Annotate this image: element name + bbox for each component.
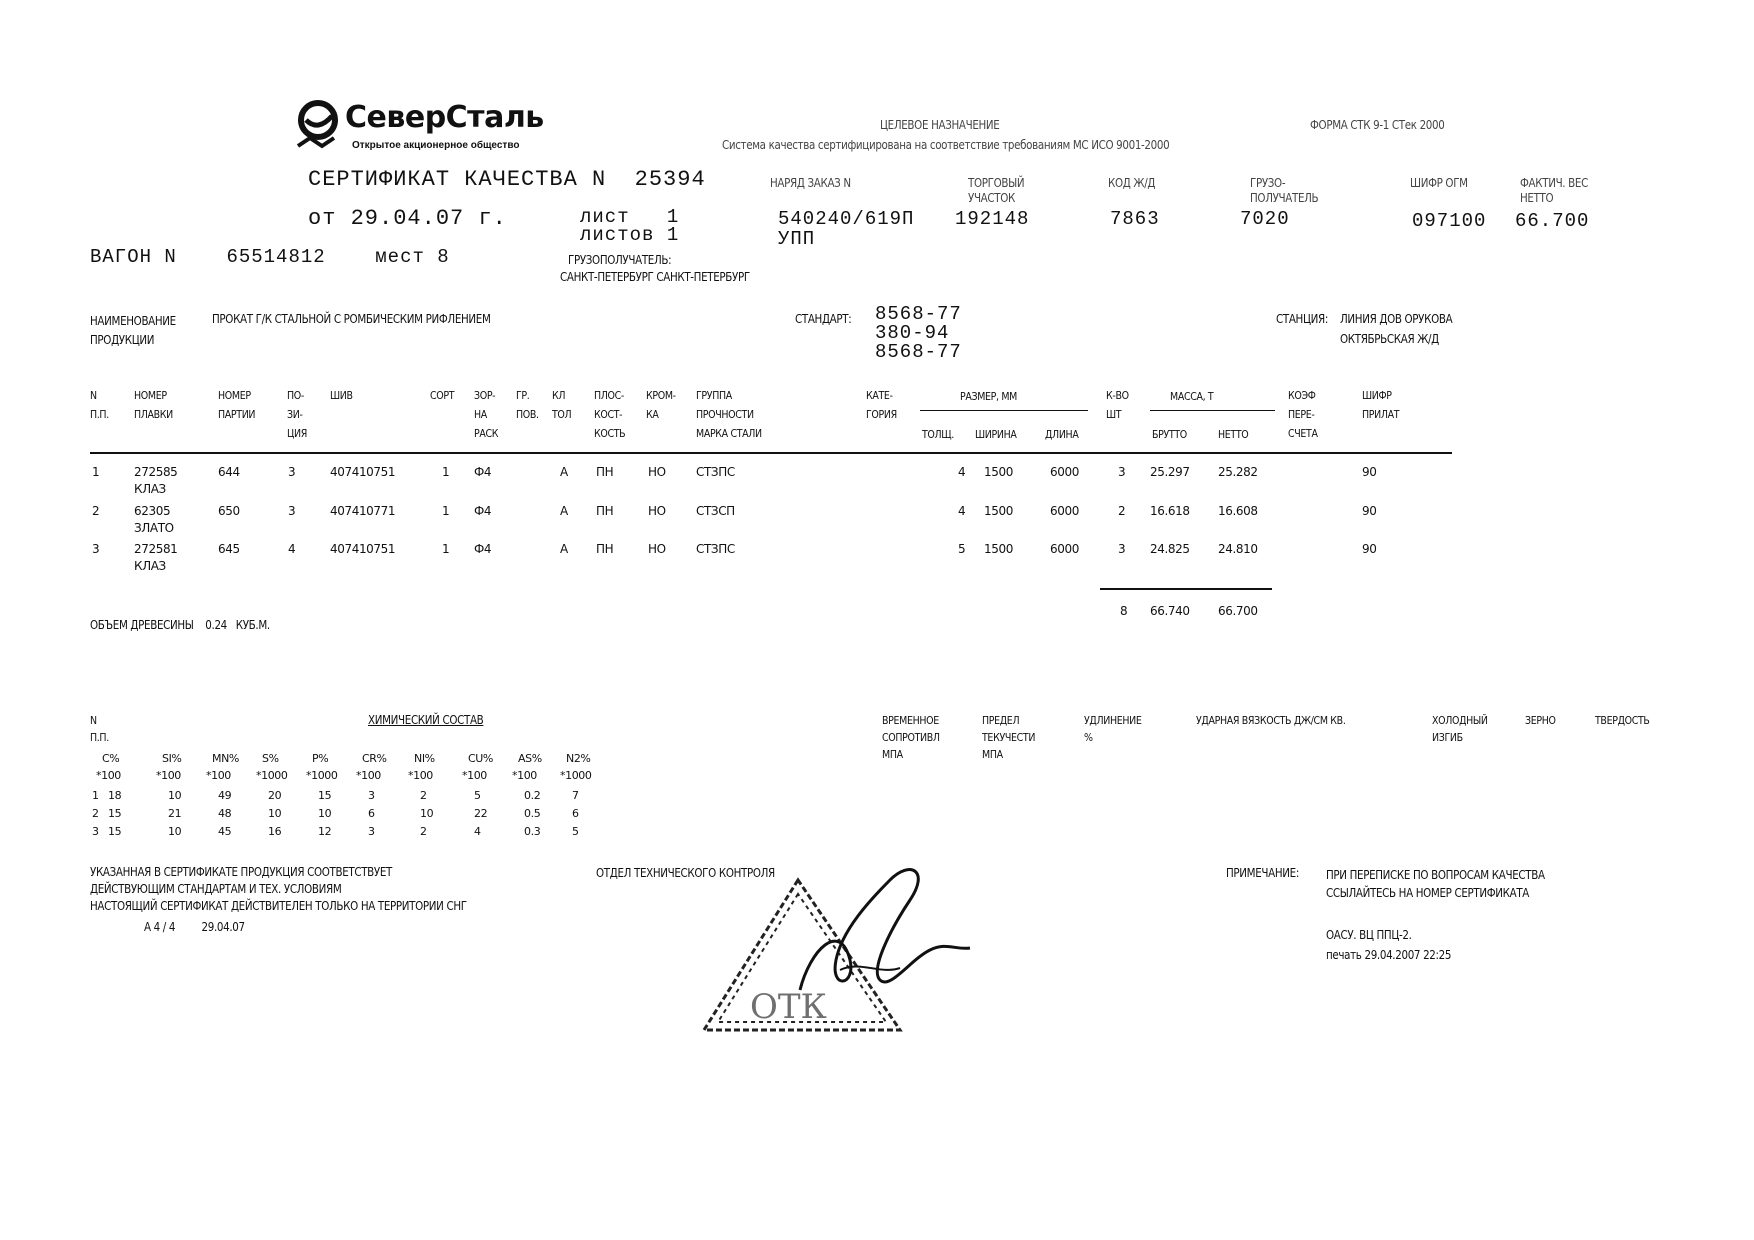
- cell-partiya: 644: [218, 465, 240, 479]
- cell-shifr: 90: [1362, 465, 1377, 479]
- mech-zerno: ЗЕРНО: [1525, 714, 1556, 727]
- chem-element: MN%: [212, 752, 239, 765]
- wood-volume: ОБЪЕМ ДРЕВЕСИНЫ 0.24 КУБ.М.: [90, 618, 270, 632]
- cell-shiv: 407410751: [330, 465, 396, 479]
- th-netto: НЕТТО: [1218, 428, 1249, 441]
- cell-shifr: 90: [1362, 542, 1377, 556]
- cell-tol: 4: [958, 504, 966, 518]
- product-label: НАИМЕНОВАНИЕ ПРОДУКЦИИ: [90, 314, 176, 347]
- chem-value: 0.2: [524, 789, 541, 802]
- cell-krom: НО: [648, 542, 666, 556]
- rail-value: 7863: [1110, 208, 1160, 230]
- chem-value: 7: [572, 789, 579, 802]
- cell-kvo: 3: [1118, 542, 1126, 556]
- th-razmer: РАЗМЕР, ММ: [960, 390, 1017, 403]
- chem-value: 6: [572, 807, 579, 820]
- cell-shir: 1500: [984, 542, 1013, 556]
- contract-value-2: УПП: [778, 228, 816, 250]
- th-kl: КЛ ТОЛ: [552, 389, 572, 421]
- rail-label: КОД Ж/Д: [1108, 176, 1156, 190]
- cell-steel: СТЗСП: [696, 504, 735, 518]
- cell-brutto: 25.297: [1150, 465, 1190, 479]
- header-qms: Система качества сертифицирована на соответствие требованиям МС ИСО 9001-2000: [722, 138, 1170, 152]
- cell-dl: 6000: [1050, 542, 1079, 556]
- cell-shiv: 407410751: [330, 542, 396, 556]
- chem-value: 0.3: [524, 825, 541, 838]
- station-label: СТАНЦИЯ:: [1276, 312, 1328, 326]
- cell-sort: 1: [442, 465, 450, 479]
- product-value: ПРОКАТ Г/К СТАЛЬНОЙ С РОМБИЧЕСКИМ РИФЛЕНИЕМ: [212, 312, 491, 326]
- th-plavka: НОМЕР ПЛАВКИ: [134, 389, 173, 421]
- cell-steel: СТЗПС: [696, 542, 735, 556]
- mech-vrem: ВРЕМЕННОЕ СОПРОТИВЛ МПА: [882, 714, 940, 761]
- footer-code: А 4 / 4 29.04.07: [144, 920, 245, 934]
- th-tol: ТОЛЩ.: [922, 428, 954, 441]
- cell-zona: Ф4: [474, 542, 492, 556]
- cell-netto: 25.282: [1218, 465, 1258, 479]
- total-kvo: 8: [1120, 604, 1128, 618]
- chem-element: С%: [102, 752, 120, 765]
- chem-value: 2: [420, 789, 427, 802]
- stamp-text: ОТК: [750, 987, 827, 1027]
- mech-udar: УДАРНАЯ ВЯЗКОСТЬ ДЖ/СМ КВ.: [1196, 714, 1346, 727]
- cell-shifr: 90: [1362, 504, 1377, 518]
- th-krom: КРОМ- КА: [646, 389, 676, 421]
- mech-izgib: ХОЛОДНЫЙ ИЗГИБ: [1432, 714, 1488, 744]
- trade-value: 192148: [955, 208, 1030, 230]
- chem-row-number: 3: [92, 825, 99, 838]
- chem-value: 15: [108, 807, 122, 820]
- header-purpose: ЦЕЛЕВОЕ НАЗНАЧЕНИЕ: [880, 118, 1000, 132]
- chem-value: 21: [168, 807, 182, 820]
- chem-value: 10: [420, 807, 434, 820]
- cell-netto: 24.810: [1218, 542, 1258, 556]
- chem-row-number: 2: [92, 807, 99, 820]
- chem-element: AS%: [518, 752, 542, 765]
- chem-value: 10: [168, 789, 182, 802]
- th-zona: ЗОР- НА РАСК: [474, 389, 499, 440]
- logo-name: СеверСталь: [345, 100, 544, 135]
- mass-value: 66.700: [1515, 210, 1590, 232]
- standard-values: 8568-77 380-94 8568-77: [875, 303, 962, 363]
- chem-value: 5: [474, 789, 481, 802]
- chem-value: 45: [218, 825, 232, 838]
- consignee-value: САНКТ-ПЕТЕРБУРГ САНКТ-ПЕТЕРБУРГ: [560, 270, 750, 284]
- chem-value: 3: [368, 789, 375, 802]
- cell-n: 3: [92, 542, 100, 556]
- total-netto: 66.700: [1218, 604, 1258, 618]
- chem-value: 6: [368, 807, 375, 820]
- th-sort: СОРТ: [430, 389, 455, 402]
- cell-zona: Ф4: [474, 504, 492, 518]
- chem-value: 49: [218, 789, 232, 802]
- cell-shir: 1500: [984, 504, 1013, 518]
- cell-zona: Ф4: [474, 465, 492, 479]
- cell-plavka-origin: КЛАЗ: [134, 559, 166, 573]
- chem-value: 12: [318, 825, 332, 838]
- cell-partiya: 650: [218, 504, 240, 518]
- standard-label: СТАНДАРТ:: [795, 312, 852, 326]
- cell-shir: 1500: [984, 465, 1013, 479]
- cell-tol: 5: [958, 542, 966, 556]
- compliance-text: УКАЗАННАЯ В СЕРТИФИКАТЕ ПРОДУКЦИЯ СООТВЕТСТВУЕТ ДЕЙСТВУЮЩИМ СТАНДАРТАМ И ТЕХ. УСЛОВИЯМ НАСТОЯЩИЙ СЕРТИФИКАТ ДЕЙСТВИТЕЛЕН ТОЛЬКО НА ТЕРРИТОРИИ СНГ: [90, 865, 467, 913]
- station-value-1: ЛИНИЯ ДОВ ОРУКОВА: [1340, 312, 1453, 326]
- chem-value: 48: [218, 807, 232, 820]
- cell-plavka-origin: ЗЛАТО: [134, 521, 174, 535]
- cell-plavka-origin: КЛАЗ: [134, 482, 166, 496]
- th-koef: КОЭФ ПЕРЕ- СЧЕТА: [1288, 389, 1318, 440]
- note-text: ПРИ ПЕРЕПИСКЕ ПО ВОПРОСАМ КАЧЕСТВА ССЫЛАЙТЕСЬ НА НОМЕР СЕРТИФИКАТА: [1326, 868, 1545, 900]
- chem-element: SI%: [162, 752, 182, 765]
- cell-kl: А: [560, 542, 568, 556]
- cell-plavka: 272581: [134, 542, 178, 556]
- cell-plosk: ПН: [596, 504, 614, 518]
- chem-value: 3: [368, 825, 375, 838]
- certificate-date: от 29.04.07 г.: [308, 206, 507, 231]
- cell-partiya: 645: [218, 542, 240, 556]
- chem-element: CR%: [362, 752, 387, 765]
- sheet-info: лист 1 листов 1: [580, 206, 680, 246]
- chem-multiplier: *100: [156, 769, 181, 782]
- th-kat: КАТЕ- ГОРИЯ: [866, 389, 897, 421]
- mass-label: ФАКТИЧ. ВЕС НЕТТО: [1520, 176, 1588, 205]
- th-partiya: НОМЕР ПАРТИИ: [218, 389, 256, 421]
- th-massa: МАССА, Т: [1170, 390, 1214, 403]
- signature: [780, 860, 980, 1000]
- contract-value: 540240/619П: [778, 208, 915, 230]
- cell-kl: А: [560, 465, 568, 479]
- chem-value: 20: [268, 789, 282, 802]
- cell-shiv: 407410771: [330, 504, 396, 518]
- trade-label: ТОРГОВЫЙ УЧАСТОК: [968, 176, 1025, 205]
- cell-sort: 1: [442, 504, 450, 518]
- cell-brutto: 24.825: [1150, 542, 1190, 556]
- cell-steel: СТЗПС: [696, 465, 735, 479]
- th-plosk: ПЛОС- КОСТ- КОСТЬ: [594, 389, 626, 440]
- chem-value: 15: [108, 825, 122, 838]
- print-time: печать 29.04.2007 22:25: [1326, 948, 1452, 962]
- certificate-title: СЕРТИФИКАТ КАЧЕСТВА N 25394: [308, 167, 706, 192]
- otk-label: ОТДЕЛ ТЕХНИЧЕСКОГО КОНТРОЛЯ: [596, 866, 775, 880]
- chem-multiplier: *100: [96, 769, 121, 782]
- cell-kl: А: [560, 504, 568, 518]
- station-value-2: ОКТЯБРЬСКАЯ Ж/Д: [1340, 332, 1439, 346]
- cell-krom: НО: [648, 465, 666, 479]
- cell-dl: 6000: [1050, 465, 1079, 479]
- chem-value: 22: [474, 807, 488, 820]
- mech-predel: ПРЕДЕЛ ТЕКУЧЕСТИ МПА: [982, 714, 1036, 761]
- cell-n: 2: [92, 504, 100, 518]
- cell-sort: 1: [442, 542, 450, 556]
- consignee-label: ГРУЗОПОЛУЧАТЕЛЬ:: [568, 253, 672, 267]
- th-np: N П.П.: [90, 389, 109, 421]
- chem-element: N2%: [566, 752, 591, 765]
- logo-subtitle: Открытое акционерное общество: [352, 140, 520, 151]
- mech-udl: УДЛИНЕНИЕ %: [1084, 714, 1142, 744]
- chem-value: 0.5: [524, 807, 541, 820]
- chem-element: S%: [262, 752, 279, 765]
- recv-value: 7020: [1240, 208, 1290, 230]
- cell-n: 1: [92, 465, 100, 479]
- contract-label: НАРЯД ЗАКАЗ N: [770, 176, 851, 190]
- chem-multiplier: *1000: [306, 769, 338, 782]
- cell-kvo: 2: [1118, 504, 1126, 518]
- wagon-line: ВАГОН N 65514812 мест 8: [90, 246, 450, 268]
- chem-value: 18: [108, 789, 122, 802]
- th-shir: ШИРИНА: [975, 428, 1017, 441]
- chem-element: CU%: [468, 752, 493, 765]
- cell-poz: 3: [288, 465, 296, 479]
- cell-dl: 6000: [1050, 504, 1079, 518]
- chem-multiplier: *100: [512, 769, 537, 782]
- th-brutto: БРУТТО: [1152, 428, 1187, 441]
- header-form: ФОРМА СТК 9-1 СТек 2000: [1310, 118, 1445, 132]
- chem-value: 16: [268, 825, 282, 838]
- cell-poz: 3: [288, 504, 296, 518]
- chem-value: 15: [318, 789, 332, 802]
- chem-multiplier: *1000: [560, 769, 592, 782]
- chem-element: NI%: [414, 752, 435, 765]
- chem-value: 5: [572, 825, 579, 838]
- cell-netto: 16.608: [1218, 504, 1258, 518]
- th-shiv: ШИВ: [330, 389, 353, 402]
- sifr-label: ШИФР ОГМ: [1410, 176, 1468, 190]
- th-kvo: К-ВО ШТ: [1106, 389, 1129, 421]
- note-label: ПРИМЕЧАНИЕ:: [1226, 866, 1299, 880]
- severstal-emblem-icon: [292, 98, 352, 156]
- th-gruppa: ГРУППА ПРОЧНОСТИ МАРКА СТАЛИ: [696, 389, 762, 440]
- chem-multiplier: *100: [408, 769, 433, 782]
- th-shifr: ШИФР ПРИЛАТ: [1362, 389, 1400, 421]
- cell-kvo: 3: [1118, 465, 1126, 479]
- chem-value: 10: [318, 807, 332, 820]
- asu-text: ОАСУ. ВЦ ППЦ-2.: [1326, 928, 1412, 942]
- chem-value: 2: [420, 825, 427, 838]
- recv-label: ГРУЗО-ПОЛУЧАТЕЛЬ: [1250, 176, 1319, 205]
- cell-plosk: ПН: [596, 542, 614, 556]
- sifr-value: 097100: [1412, 210, 1487, 232]
- th-pozitsiya: ПО- ЗИ- ЦИЯ: [287, 389, 307, 440]
- chem-multiplier: *100: [356, 769, 381, 782]
- chem-multiplier: *100: [206, 769, 231, 782]
- cell-tol: 4: [958, 465, 966, 479]
- chem-title: ХИМИЧЕСКИЙ СОСТАВ: [368, 713, 484, 727]
- certificate-number: 25394: [634, 167, 706, 192]
- cell-plosk: ПН: [596, 465, 614, 479]
- cell-krom: НО: [648, 504, 666, 518]
- chem-value: 10: [168, 825, 182, 838]
- cell-brutto: 16.618: [1150, 504, 1190, 518]
- total-brutto: 66.740: [1150, 604, 1190, 618]
- mech-tverd: ТВЕРДОСТЬ: [1595, 714, 1650, 727]
- chem-np: N П.П.: [90, 714, 109, 744]
- chem-multiplier: *100: [462, 769, 487, 782]
- chem-value: 10: [268, 807, 282, 820]
- cell-poz: 4: [288, 542, 296, 556]
- wagon-number: 65514812: [226, 246, 326, 268]
- cell-plavka: 62305: [134, 504, 171, 518]
- chem-element: P%: [312, 752, 329, 765]
- cell-plavka: 272585: [134, 465, 178, 479]
- chem-row-number: 1: [92, 789, 99, 802]
- th-dl: ДЛИНА: [1045, 428, 1079, 441]
- th-gr: ГР. ПОВ.: [516, 389, 539, 421]
- chem-multiplier: *1000: [256, 769, 288, 782]
- chem-value: 4: [474, 825, 481, 838]
